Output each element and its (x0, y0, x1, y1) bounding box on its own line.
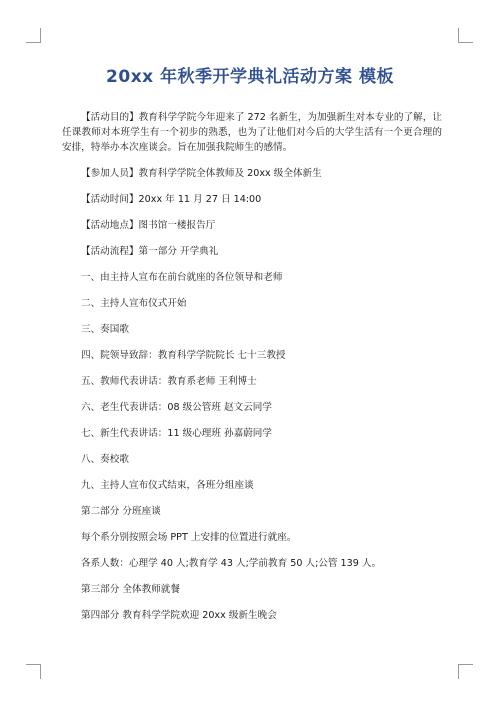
location-line: 【活动地点】图书馆一楼报告厅 (81, 220, 216, 231)
procedure-item-2: 二、主持人宣布仪式开始 (81, 298, 187, 309)
intro-paragraph: 【活动目的】教育科学学院今年迎来了 272 名新生，为加强新生对本专业的了解，让任课教师对本班学生有一个初步的熟悉，也为了让他们对今后的大学生活有一个更合理的安排，特举办本次座谈会。旨在加强我院师生的感情。 (62, 112, 442, 153)
procedure-item-7: 七、新生代表讲话：11 级心理班 孙嘉蔚同学 (81, 428, 272, 439)
procedure-item-5: 五、教师代表讲话：教育系老师 王利博士 (81, 376, 257, 387)
crop-mark-top-right (458, 28, 473, 43)
procedure-item-8: 八、奏校歌 (81, 454, 129, 465)
document-body (62, 110, 442, 634)
crop-mark-bottom-left (26, 664, 41, 679)
procedure-item-1: 一、由主持人宣布在前台就座的各位领导和老师 (81, 272, 283, 283)
time-line: 【活动时间】20xx 年 11 月 27 日 14:00 (81, 194, 262, 205)
seating-note: 每个系分别按照会场 PPT 上安排的位置进行就座。 (81, 532, 297, 543)
procedure-item-6: 六、老生代表讲话：08 级公管班 赵文云同学 (81, 402, 272, 413)
department-counts: 各系人数：心理学 40 人;教育学 43 人;学前教育 50 人;公管 139 人。 (81, 558, 382, 569)
document-title: 20xx 年秋季开学典礼活动方案 模板 (106, 67, 394, 87)
crop-mark-top-left (26, 28, 41, 43)
part-four-heading: 第四部分 教育科学学院欢迎 20xx 级新生晚会 (81, 610, 277, 621)
part-three-heading: 第三部分 全体教师就餐 (81, 584, 180, 595)
procedure-item-4: 四、院领导致辞：教育科学学院院长 七十三教授 (81, 350, 286, 361)
procedure-heading: 【活动流程】第一部分 开学典礼 (81, 246, 219, 257)
procedure-item-9: 九、主持人宣布仪式结束，各班分组座谈 (81, 480, 254, 491)
participants-line: 【参加人员】教育科学学院全体教师及 20xx 级全体新生 (81, 168, 322, 179)
procedure-item-3: 三、奏国歌 (81, 324, 129, 335)
part-two-heading: 第二部分 分班座谈 (81, 506, 161, 517)
crop-mark-bottom-right (458, 664, 473, 679)
